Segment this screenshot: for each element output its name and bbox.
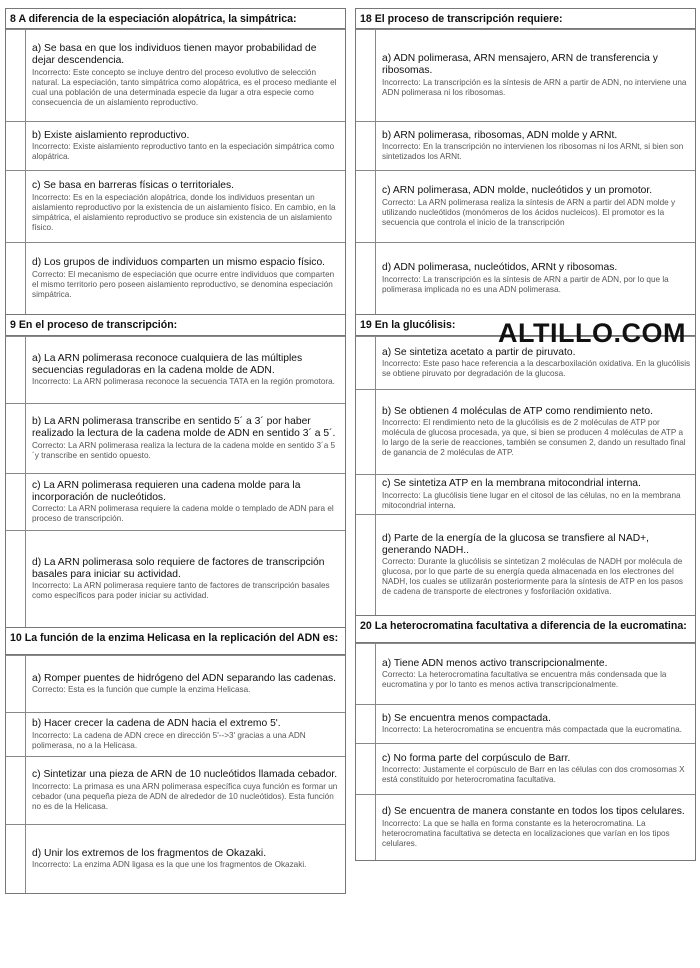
question-block — [6, 9, 345, 315]
option-gutter — [356, 795, 376, 860]
option-text: d) Unir los extremos de los fragmentos de Okazaki. — [32, 847, 267, 859]
answer-option — [356, 794, 695, 860]
option-body — [376, 515, 695, 615]
option-text: d) Los grupos de individuos comparten un mismo espacio físico. — [32, 257, 326, 269]
answer-option — [6, 121, 345, 170]
answer-option — [356, 170, 695, 242]
option-gutter — [356, 515, 376, 615]
option-gutter — [356, 171, 376, 242]
option-feedback: Incorrecto: Este paso hace referencia a la descarboxilación oxidativa. En la glucólisis se obtiene piruvato por degradación de la glucosa. — [382, 359, 691, 379]
answer-option — [6, 242, 345, 314]
option-text: d) La ARN polimerasa solo requiere de factores de transcripción basales para iniciar su actividad. — [32, 556, 325, 580]
option-gutter — [6, 243, 26, 314]
option-feedback: Incorrecto: La cadena de ADN crece en dirección 5'-->3' gracias a una ADN polimerasa, no a la Helicasa. — [32, 730, 306, 750]
option-gutter — [6, 337, 26, 403]
option-gutter — [6, 825, 26, 893]
option-gutter — [356, 390, 376, 474]
option-feedback: Incorrecto: Este concepto se incluye dentro del proceso evolutivo de selección natural. La especiación, tanto simpátrica como alopátrica, es el proceso mediante el cual una población de una determinada especie da lugar a otra especie como consecuencia de un aislamiento reproductivo. — [32, 67, 337, 107]
option-body — [26, 474, 345, 530]
answer-option — [356, 643, 695, 704]
option-text: a) Tiene ADN menos activo transcripcionalmente. — [382, 657, 608, 669]
answer-option — [356, 704, 695, 743]
option-text: d) Parte de la energía de la glucosa se transfiere al NAD+, generando NADH.. — [382, 532, 650, 556]
option-body — [26, 30, 345, 121]
option-feedback: Incorrecto: Existe aislamiento reproductivo tanto en la especiación simpátrica como alopátrica. — [32, 142, 335, 162]
option-body — [26, 171, 345, 242]
option-text: a) Se sintetiza acetato a partir de piruvato. — [382, 346, 576, 358]
answer-option — [6, 336, 345, 403]
option-gutter — [6, 656, 26, 712]
answer-option — [6, 655, 345, 712]
answer-option — [356, 389, 695, 474]
option-text: c) ARN polimerasa, ADN molde, nucleótidos y un promotor. — [382, 185, 653, 197]
option-gutter — [356, 30, 376, 121]
option-text: c) Sintetizar una pieza de ARN de 10 nucleótidos llamada cebador. — [32, 769, 338, 781]
question-title: 10 La función de la enzima Helicasa en la replicación del ADN es: — [6, 628, 345, 655]
option-feedback: Incorrecto: La enzima ADN ligasa es la que une los fragmentos de Okazaki. — [32, 860, 307, 870]
option-text: a) La ARN polimerasa reconoce cualquiera de las múltiples secuencias reguladoras en la cadena molde de ADN. — [32, 352, 303, 376]
option-feedback: Correcto: El mecanismo de especiación que ocurre entre individuos que comparten el mismo territorio pero poseen aislamiento reproductivo, se denomina especiación simpátrica. — [32, 269, 335, 299]
option-body — [376, 390, 695, 474]
option-text: c) No forma parte del corpúsculo de Barr. — [382, 752, 571, 764]
answer-option — [356, 474, 695, 514]
option-text: b) ARN polimerasa, ribosomas, ADN molde y ARNt. — [382, 129, 618, 141]
option-body — [376, 122, 695, 170]
question-title: 18 El proceso de transcripción requiere: — [356, 9, 695, 29]
option-text: c) Se sintetiza ATP en la membrana mitocondrial interna. — [382, 478, 641, 490]
option-body — [26, 656, 345, 712]
option-feedback: Incorrecto: El rendimiento neto de la glucólisis es de 2 moléculas de ATP por molécula de glucosa procesada, ya que, si bien se producen 4 moléculas de ATP a lo largo de la serie de reacciones, también se consumen 2, dando un resultado final de ganancia de 2 moléculas de ATP. — [382, 418, 686, 458]
option-text: b) Hacer crecer la cadena de ADN hacia el extremo 5'. — [32, 718, 281, 730]
option-body — [376, 795, 695, 860]
option-feedback: Incorrecto: La ARN polimerasa reconoce la secuencia TATA en la región promotora. — [32, 377, 335, 387]
option-feedback: Incorrecto: La glucólisis tiene lugar en el citosol de las células, no en la membrana mitocondrial interna. — [382, 490, 681, 510]
right-column — [355, 8, 696, 861]
left-column — [5, 8, 346, 894]
option-body — [26, 337, 345, 403]
option-gutter — [6, 713, 26, 756]
option-body — [376, 243, 695, 314]
option-feedback: Incorrecto: La heterocromatina se encuentra más compactada que la eucromatina. — [382, 725, 682, 735]
option-text: d) ADN polimerasa, nucleótidos, ARNt y ribosomas. — [382, 262, 618, 274]
answer-option — [356, 121, 695, 170]
option-body — [26, 122, 345, 170]
option-body — [376, 30, 695, 121]
option-feedback: Incorrecto: La que se halla en forma constante es la heterocromatina. La heterocromatina facultativa se detecta en localizaciones que varían en los tipos celulares. — [382, 818, 670, 848]
option-gutter — [6, 531, 26, 627]
option-feedback: Incorrecto: Justamente el corpúsculo de Barr en las células con dos cromosomas X está constituido por heterocromatina facultativa. — [382, 765, 685, 785]
option-text: c) Se basa en barreras físicas o territoriales. — [32, 180, 235, 192]
option-body — [376, 475, 695, 514]
answer-option — [6, 29, 345, 121]
option-text: c) La ARN polimerasa requieren una cadena molde para la incorporación de nucleótidos. — [32, 479, 301, 503]
option-text: b) Existe aislamiento reproductivo. — [32, 129, 190, 141]
option-gutter — [6, 30, 26, 121]
option-gutter — [6, 404, 26, 473]
option-body — [376, 744, 695, 794]
answer-option — [356, 242, 695, 314]
question-title: 19 En la glucólisis: — [356, 315, 695, 336]
option-gutter — [356, 475, 376, 514]
answer-option — [356, 29, 695, 121]
answer-option — [6, 170, 345, 242]
answer-option — [6, 756, 345, 824]
option-text: b) Se obtienen 4 moléculas de ATP como rendimiento neto. — [382, 405, 653, 417]
option-feedback: Incorrecto: La transcripción es la síntesis de ARN a partir de ADN, no interviene una ADN polimerasa ni los ribosomas. — [382, 77, 687, 97]
answer-option — [356, 514, 695, 615]
option-gutter — [6, 122, 26, 170]
answer-option — [6, 473, 345, 530]
option-body — [26, 404, 345, 473]
option-gutter — [356, 337, 376, 389]
answer-option — [6, 712, 345, 756]
option-body — [26, 531, 345, 627]
option-text: d) Se encuentra de manera constante en todos los tipos celulares. — [382, 806, 685, 818]
option-text: a) Romper puentes de hidrógeno del ADN separando las cadenas. — [32, 672, 336, 684]
question-block — [6, 628, 345, 894]
option-body — [376, 171, 695, 242]
answer-option — [6, 824, 345, 893]
option-feedback: Correcto: Durante la glucólisis se sintetizan 2 moléculas de NADH por molécula de glucosa, por lo que parte de su energía queda almacenada en los electrones del NADH, los cuales se utilizarán posteriormente para la síntesis de ATP en los pasos de cadena de transporte de electrones y fosforilación oxidativa. — [382, 557, 683, 597]
answer-option — [6, 403, 345, 473]
option-feedback: Incorrecto: En la transcripción no intervienen los ribosomas ni los ARNt, si bien son sintetizados los ARNt. — [382, 142, 684, 162]
option-gutter — [356, 744, 376, 794]
option-text: b) La ARN polimerasa transcribe en sentido 5´ a 3´ por haber realizado la lectura de la cadena molde de ADN en sentido 3´ a 5´. — [32, 416, 336, 439]
option-gutter — [356, 644, 376, 704]
option-gutter — [356, 122, 376, 170]
question-block — [356, 616, 695, 861]
option-feedback: Incorrecto: Es en la especiación alopátrica, donde los individuos presentan un aislamiento reproductivo por la existencia de un aislamiento físico. En cambio, en la simpátrica, el aislamiento reproductivo se produce sin existencia de un aislamiento físico. — [32, 192, 336, 232]
option-body — [26, 825, 345, 893]
option-feedback: Incorrecto: La transcripción es la síntesis de ARN a partir de ADN, por lo que la polimerasa implicada no es una ADN polimerasa. — [382, 274, 669, 294]
option-text: a) Se basa en que los individuos tienen mayor probabilidad de dejar descendencia. — [32, 43, 317, 66]
option-body — [26, 243, 345, 314]
watermark-logo: ALTILLO.COM — [498, 318, 686, 348]
option-feedback: Correcto: La ARN polimerasa realiza la síntesis de ARN a partir del ADN molde y utilizando nucleótidos (monómeros de los ácidos nucleicos). El promotor es la secuencia que controla el inicio de la transcripción — [382, 197, 676, 227]
option-feedback: Correcto: Esta es la función que cumple la enzima Helicasa. — [32, 685, 251, 695]
option-body — [376, 644, 695, 704]
option-text: b) Se encuentra menos compactada. — [382, 712, 551, 724]
option-body — [26, 757, 345, 824]
option-feedback: Correcto: La ARN polimerasa realiza la lectura de la cadena molde en sentido 3´a 5´y transcribe en sentido opuesto. — [32, 440, 336, 460]
option-body — [26, 713, 345, 756]
question-block — [356, 315, 695, 616]
question-title: 20 La heterocromatina facultativa a diferencia de la eucromatina: — [356, 616, 695, 643]
question-block — [356, 9, 695, 315]
option-gutter — [6, 474, 26, 530]
question-title: 9 En el proceso de transcripción: — [6, 315, 345, 336]
option-gutter — [6, 171, 26, 242]
option-gutter — [356, 243, 376, 314]
question-block — [6, 315, 345, 628]
option-gutter — [6, 757, 26, 824]
option-feedback: Correcto: La heterocromatina facultativa se encuentra más condensada que la eucromatina y por lo tanto es menos activa transcripcionalmente. — [382, 670, 667, 690]
option-body — [376, 705, 695, 743]
question-title: 8 A diferencia de la especiación alopátrica, la simpátrica: — [6, 9, 345, 29]
answer-option — [6, 530, 345, 627]
option-feedback: Correcto: La ARN polimerasa requiere la cadena molde o templado de ADN para el proceso de transcripción. — [32, 504, 334, 524]
answer-option — [356, 743, 695, 794]
option-text: a) ADN polimerasa, ARN mensajero, ARN de transferencia y ribosomas. — [382, 53, 658, 76]
option-feedback: Incorrecto: La primasa es una ARN polimerasa específica cuya función es formar un cebador (una pequeña pieza de ADN de alrededor de 10 nucleótidos). Esta función no es de la Helicasa. — [32, 781, 338, 811]
option-feedback: Incorrecto: La ARN polimerasa requiere tanto de factores de transcripción basales como específicos para poder iniciar su actividad. — [32, 581, 330, 601]
option-gutter — [356, 705, 376, 743]
